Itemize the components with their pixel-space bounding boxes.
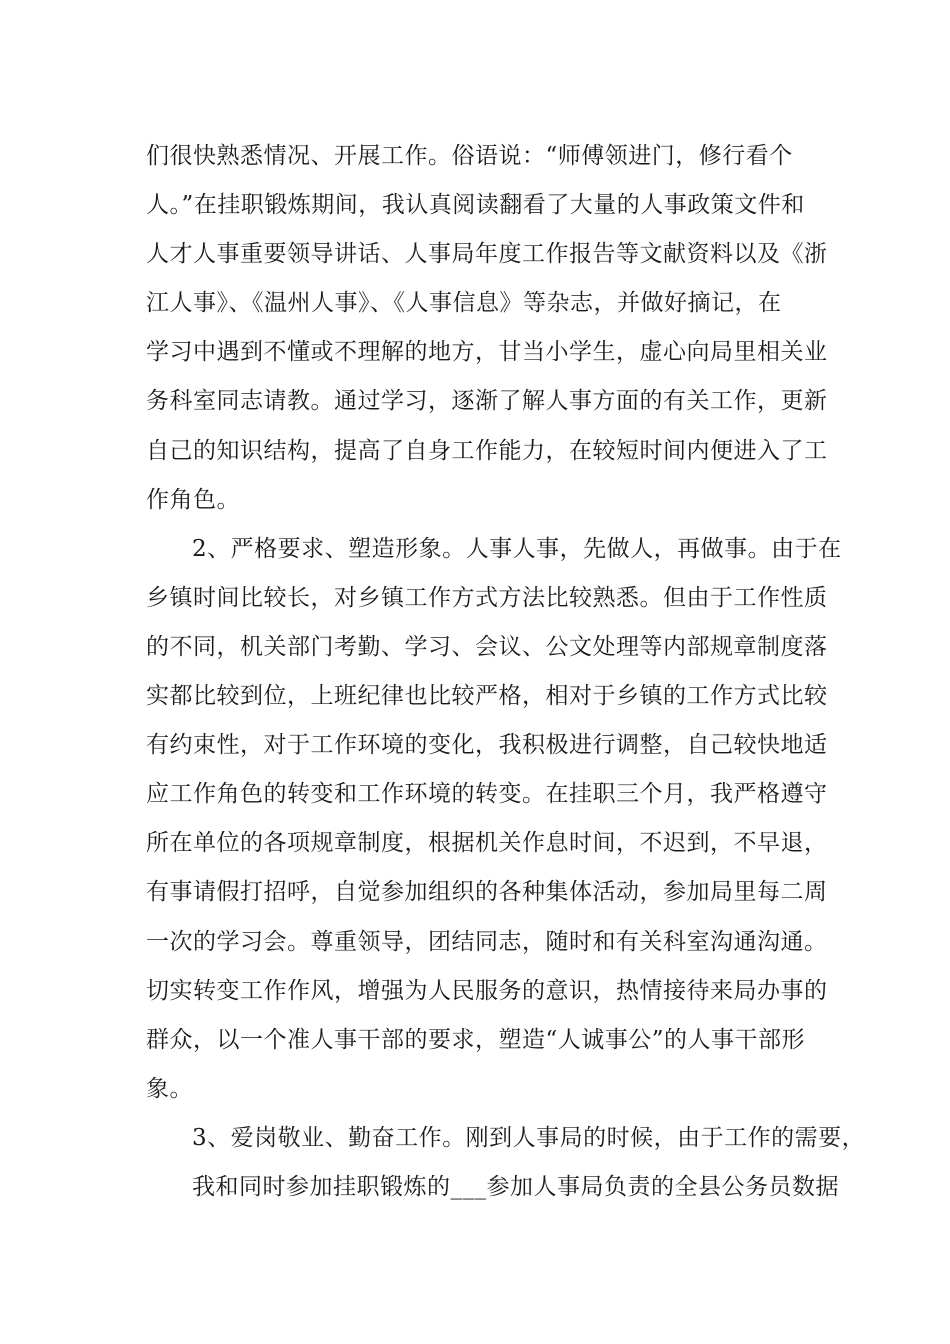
text-line: 群众，以一个准人事干部的要求，塑造“人诚事公”的人事干部形 <box>146 1026 806 1053</box>
text-line: 实都比较到位，上班纪律也比较严格，相对于乡镇的工作方式比较 <box>146 683 828 710</box>
text-line: 自己的知识结构，提高了自身工作能力，在较短时间内便进入了工 <box>146 437 828 464</box>
text-line: 务科室同志请教。通过学习，逐渐了解人事方面的有关工作，更新 <box>146 388 828 415</box>
text-line: 乡镇时间比较长，对乡镇工作方式方法比较熟悉。但由于工作性质 <box>146 584 828 611</box>
text-line: 学习中遇到不懂或不理解的地方，甘当小学生，虚心向局里相关业 <box>146 339 828 366</box>
text-line: 一次的学习会。尊重领导，团结同志，随时和有关科室沟通沟通。 <box>146 928 828 955</box>
text-line: 们很快熟悉情况、开展工作。俗语说：“师傅领进门，修行看个 <box>146 143 793 169</box>
text-line: 应工作角色的转变和工作环境的转变。在挂职三个月，我严格遵守 <box>146 781 828 808</box>
text-line: 切实转变工作作风，增强为人民服务的意识，热情接待来局办事的 <box>146 977 828 1004</box>
paragraph-2-first-line: 2、严格要求、塑造形象。人事人事，先做人，再做事。由于在 <box>192 535 842 562</box>
text-line: 有事请假打招呼，自觉参加组织的各种集体活动，参加局里每二周 <box>146 879 828 906</box>
text-line: 我和同时参加挂职锻炼的___参加人事局负责的全县公务员数据 <box>192 1173 839 1200</box>
paragraph-3-first-line: 3、爱岗敬业、勤奋工作。刚到人事局的时候，由于工作的需要， <box>192 1124 866 1151</box>
text-line: 的不同，机关部门考勤、学习、会议、公文处理等内部规章制度落 <box>146 633 828 660</box>
text-line: 人才人事重要领导讲话、人事局年度工作报告等文献资料以及《浙 <box>146 241 828 268</box>
body-text <box>146 132 866 1212</box>
text-line: 有约束性，对于工作环境的变化，我积极进行调整，自己较快地适 <box>146 732 828 759</box>
text-line: 人。”在挂职锻炼期间，我认真阅读翻看了大量的人事政策文件和 <box>146 192 805 219</box>
text-line: 所在单位的各项规章制度，根据机关作息时间，不迟到，不早退， <box>146 830 828 857</box>
text-line: 象。 <box>146 1075 193 1102</box>
text-line: 作角色。 <box>146 486 240 513</box>
text-line: 江人事》、《温州人事》、《人事信息》等杂志，并做好摘记，在 <box>146 290 782 317</box>
